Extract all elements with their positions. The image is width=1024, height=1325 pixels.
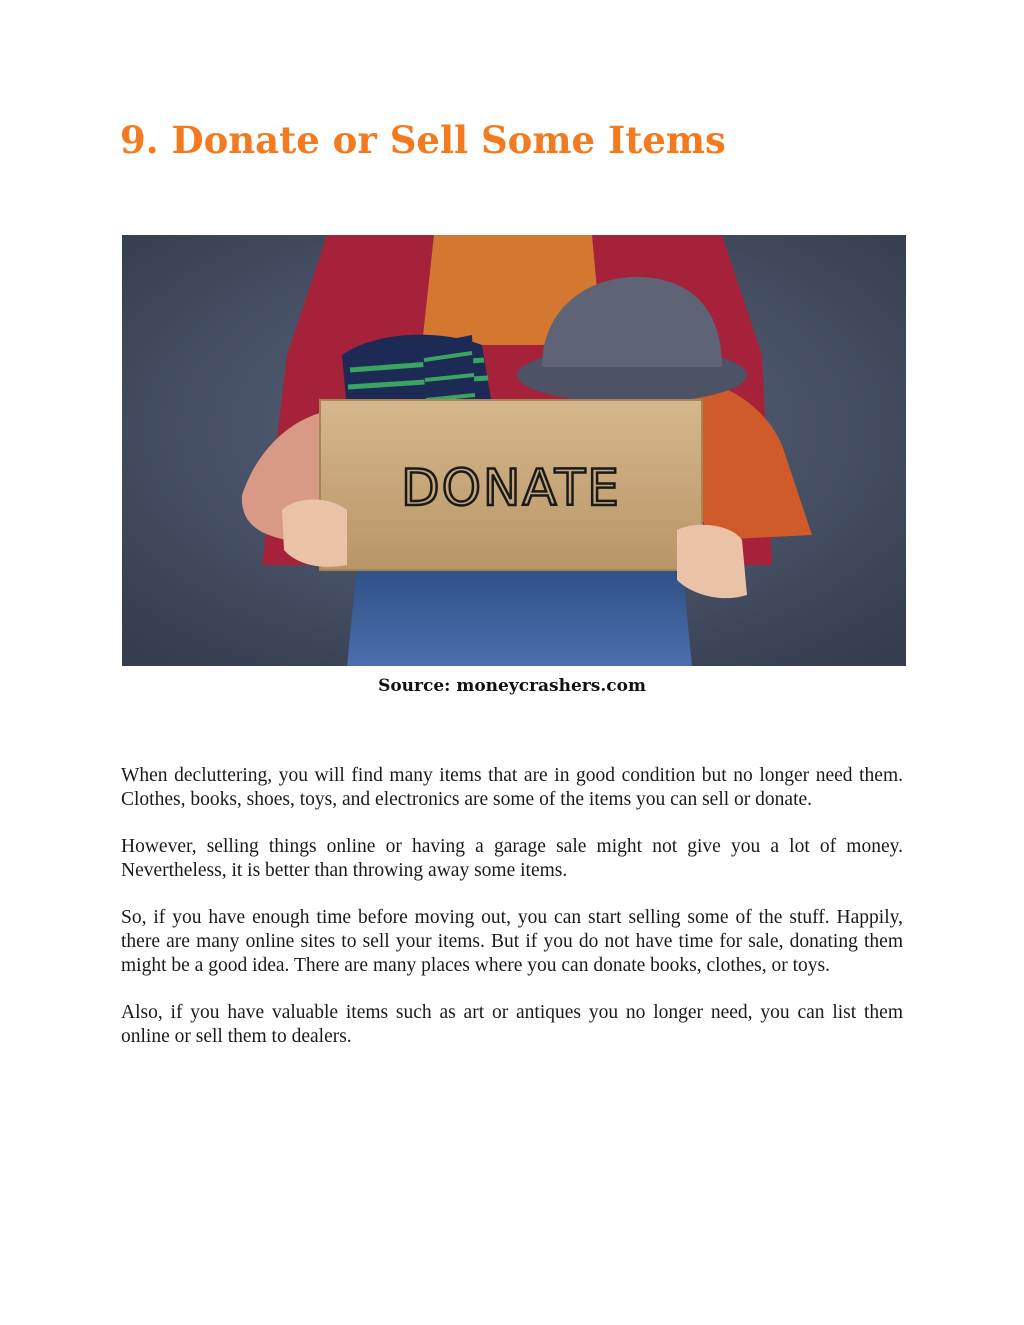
paragraph-4: Also, if you have valuable items such as art or antiques you no longer need, you can list them online or sell them to dealers.	[121, 1002, 903, 1047]
page-heading: 9. Donate or Sell Some Items	[120, 118, 726, 162]
image-caption: Source: moneycrashers.com	[378, 676, 646, 696]
paragraph-1: When decluttering, you will find many items that are in good condition but no longer need them. Clothes, books, shoes, toys, and electronics are some of the items you can sell or donate.	[121, 765, 903, 810]
left-hand	[282, 499, 347, 566]
paragraph-2: However, selling things online or having a garage sale might not give you a lot of money. Nevertheless, it is better than throwing away some items.	[121, 836, 903, 881]
right-hand	[677, 525, 747, 598]
article-body	[121, 764, 903, 1072]
jeans	[347, 565, 692, 666]
box-label: DONATE	[401, 459, 621, 517]
donate-box-photo	[122, 235, 906, 666]
paragraph-3: So, if you have enough time before moving out, you can start selling some of the stuff. Happily, there are many online sites to sell your items. But if you do not have time for sale, donating them might be a good idea. There are many places where you can donate books, clothes, or toys.	[121, 907, 903, 976]
